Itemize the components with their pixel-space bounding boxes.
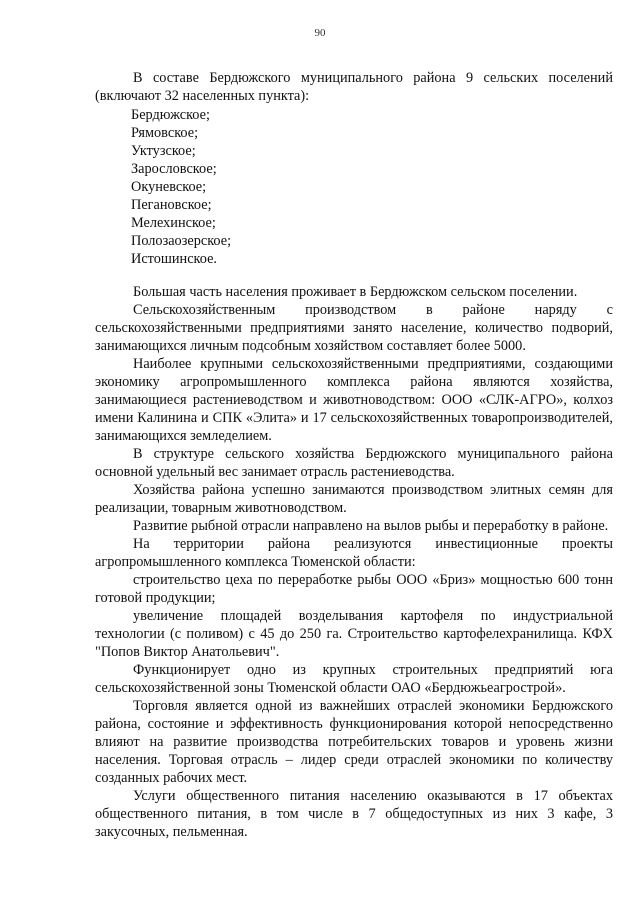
list-item: Мелехинское; — [131, 215, 216, 231]
list-item: Полозаозерское; — [131, 233, 232, 249]
list-item: Зарословское; — [131, 161, 217, 177]
list-item: Уктузское; — [131, 143, 196, 159]
body-text — [95, 283, 613, 841]
list-item: Истошинское. — [131, 251, 217, 267]
paragraph: Развитие рыбной отрасли направлено на вылов рыбы и переработку в районе. — [133, 518, 609, 534]
paragraph: В структуре сельского хозяйства Бердюжского муниципального района основной удельный вес занимает отрасль растениеводства. — [95, 446, 613, 480]
settlements-list — [131, 106, 431, 268]
paragraph: На территории района реализуются инвестиционные проекты агропромышленного комплекса Тюменской области: — [95, 536, 613, 570]
list-item: Рямовское; — [131, 125, 199, 141]
list-item: Бердюжское; — [131, 107, 210, 123]
list-item: Окуневское; — [131, 179, 207, 195]
intro-paragraph: В составе Бердюжского муниципального района 9 сельских поселений (включают 32 населенных пункта): — [95, 70, 613, 104]
paragraph: Услуги общественного питания населению оказываются в 17 объектах общественного питания, в том числе в 7 общедоступных из них 3 кафе, 3 закусочных, пельменная. — [95, 788, 613, 840]
page-number: 90 — [314, 27, 326, 39]
paragraph: Наиболее крупными сельскохозяйственными предприятиями, создающими экономику агропромышленного комплекса района являются хозяйства, занимающиеся растениеводством и животноводством: ООО «СЛК-АГРО», колхоз имени Калинина и СПК «Элита» и 17 сельскохозяйственных товаропроизводителей, занимающихся земледелием. — [95, 356, 613, 444]
paragraph: Сельскохозяйственным производством в районе наряду с сельскохозяйственными предприятиями занято население, количество подворий, занимающихся личным подсобным хозяйством составляет более 5000. — [95, 302, 613, 354]
paragraph: Торговля является одной из важнейших отраслей экономики Бердюжского района, состояние и эффективность функционирования которой непосредственно влияют на развитие производства потребительских товаров и уровень жизни населения. Торговая отрасль – лидер среди отраслей экономики по количеству созданных рабочих мест. — [95, 698, 613, 786]
intro-paragraph-block — [95, 69, 613, 105]
paragraph: строительство цеха по переработке рыбы ООО «Бриз» мощностью 600 тонн готовой продукции; — [95, 572, 613, 606]
paragraph: увеличение площадей возделывания картофеля по индустриальной технологии (с поливом) с 45 до 250 га. Строительство картофелехранилища. КФХ "Попов Виктор Анатольевич". — [95, 608, 613, 660]
list-item: Пегановское; — [131, 197, 212, 213]
paragraph: Хозяйства района успешно занимаются производством элитных семян для реализации, товарным животноводством. — [95, 482, 613, 516]
paragraph: Функционирует одно из крупных строительных предприятий юга сельскохозяйственной зоны Тюменской области ОАО «Бердюжьеагрострой». — [95, 662, 613, 696]
paragraph: Большая часть населения проживает в Бердюжском сельском поселении. — [133, 284, 578, 300]
